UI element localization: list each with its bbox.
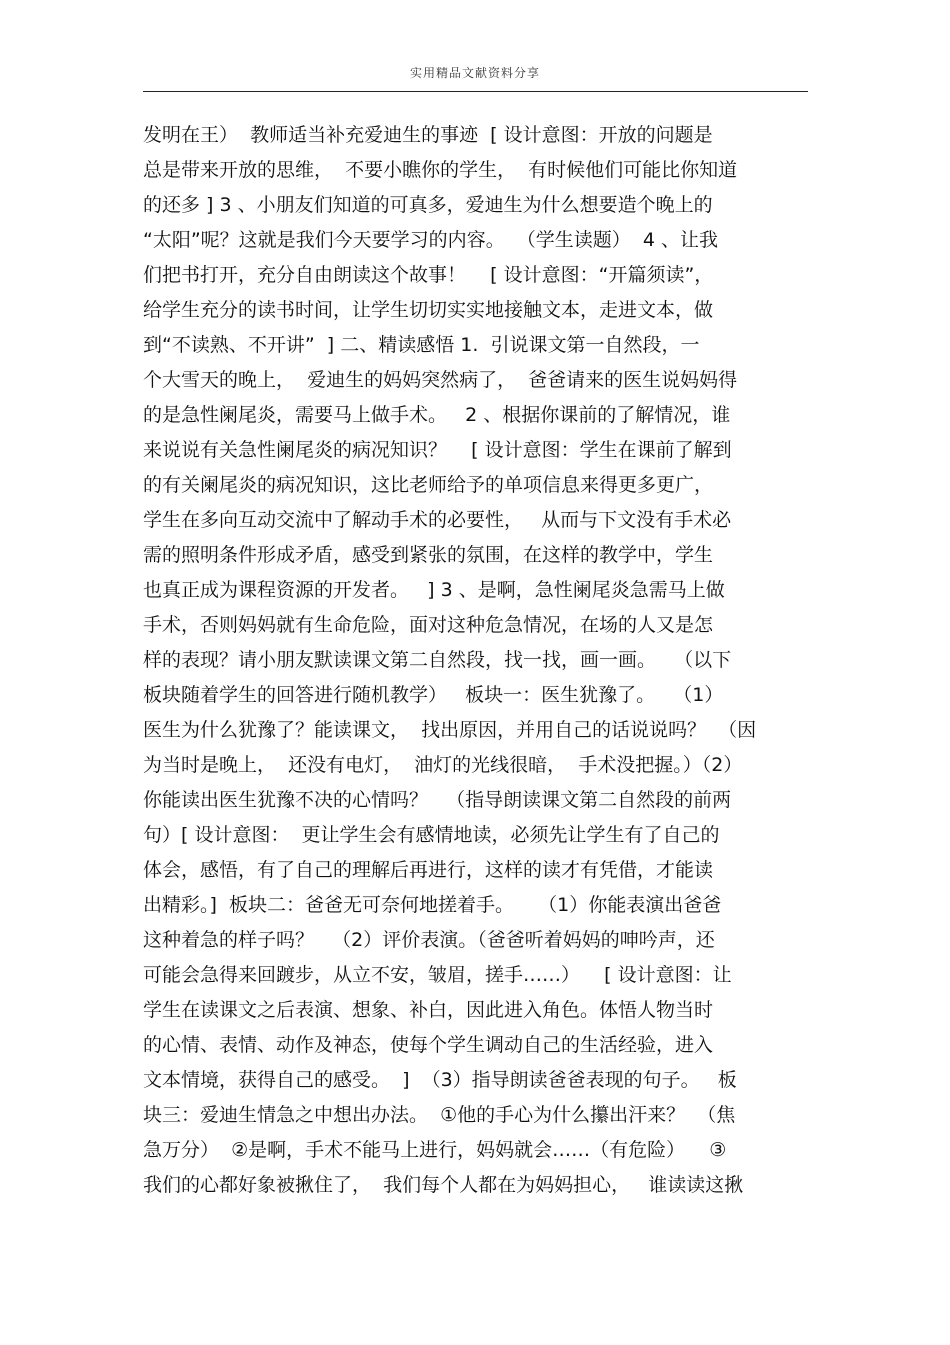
text-line: 为当时是晚上， 还没有电灯， 油灯的光线很暗， 手术没把握。）（2） (143, 754, 743, 776)
text-line: 样的表现？请小朋友默读课文第二自然段，找一找，画一画。 （以下 (143, 649, 732, 671)
text-line: 到“不读熟、不开讲” ] 二、精读感悟 1. 引说课文第一自然段，一 (143, 334, 700, 356)
text-line: 发明在王） 教师适当补充爱迪生的事迹 [ 设计意图：开放的问题是 (143, 124, 713, 146)
text-line: 这种着急的样子吗？ （2）评价表演。（爸爸听着妈妈的呻吟声，还 (143, 929, 715, 951)
text-line: 文本情境，获得自己的感受。 ] （3）指导朗读爸爸表现的句子。 板 (143, 1069, 737, 1091)
text-line: 块三：爱迪生情急之中想出办法。 ①他的手心为什么攥出汗来？ （焦 (143, 1104, 736, 1126)
document-body (143, 118, 808, 1203)
text-line: 板块随着学生的回答进行随机教学） 板块一：医生犹豫了。 （1） (143, 684, 724, 706)
text-line: 学生在读课文之后表演、想象、补白，因此进入角色。体悟人物当时 (143, 999, 714, 1021)
text-line: 给学生充分的读书时间，让学生切切实实地接触文本，走进文本，做 (143, 299, 714, 321)
text-line: 总是带来开放的思维， 不要小瞧你的学生， 有时候他们可能比你知道 (143, 159, 738, 181)
text-line: 可能会急得来回踱步，从立不安，皱眉，搓手……） [ 设计意图：让 (143, 964, 732, 986)
text-line: 的心情、表情、动作及神态，使每个学生调动自己的生活经验，进入 (143, 1034, 714, 1056)
header-divider (143, 91, 808, 92)
text-line: 的是急性阑尾炎，需要马上做手术。 2 、根据你课前的了解情况，谁 (143, 404, 731, 426)
text-line: 我们的心都好象被揪住了， 我们每个人都在为妈妈担心， 谁读读这揪 (143, 1174, 744, 1196)
text-line: 也真正成为课程资源的开发者。 ] 3 、是啊，急性阑尾炎急需马上做 (143, 579, 725, 601)
text-line: 的还多 ] 3 、小朋友们知道的可真多，爱迪生为什么想要造个晚上的 (143, 194, 713, 216)
text-line: 你能读出医生犹豫不决的心情吗？ （指导朗读课文第二自然段的前两 (143, 789, 732, 811)
text-line: 句）[ 设计意图： 更让学生会有感情地读，必须先让学生有了自己的 (143, 824, 720, 846)
text-line: 急万分） ②是啊，手术不能马上进行，妈妈就会……（有危险） ③ (143, 1139, 727, 1161)
page-header: 实用精品文献资料分享 (409, 66, 540, 80)
text-line: 们把书打开，充分自由朗读这个故事！ [ 设计意图：“开篇须读”， (143, 264, 714, 286)
text-line: “太阳”呢？这就是我们今天要学习的内容。 （学生读题） 4 、让我 (143, 229, 718, 251)
text-line: 个大雪天的晚上， 爱迪生的妈妈突然病了， 爸爸请来的医生说妈妈得 (143, 369, 738, 391)
text-line: 的有关阑尾炎的病况知识，这比老师给予的单项信息来得更多更广， (143, 474, 714, 496)
text-line: 出精彩。] 板块二：爸爸无可奈何地搓着手。 （1）你能表演出爸爸 (143, 894, 722, 916)
text-line: 学生在多向互动交流中了解动手术的必要性， 从而与下文没有手术必 (143, 509, 732, 531)
text-line: 医生为什么犹豫了？能读课文， 找出原因，并用自己的话说说吗？ （因 (143, 719, 757, 741)
text-line: 来说说有关急性阑尾炎的病况知识？ [ 设计意图：学生在课前了解到 (143, 439, 732, 461)
text-line: 需的照明条件形成矛盾，感受到紧张的氛围，在这样的教学中，学生 (143, 544, 714, 566)
text-line: 体会，感悟，有了自己的理解后再进行，这样的读才有凭借，才能读 (143, 859, 714, 881)
text-line: 手术，否则妈妈就有生命危险，面对这种危急情况，在场的人又是怎 (143, 614, 714, 636)
